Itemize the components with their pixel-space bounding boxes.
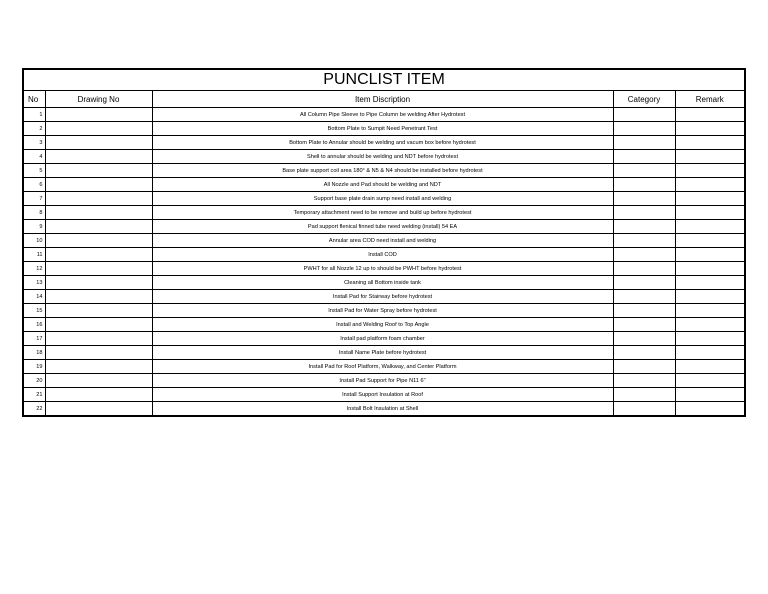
- punchlist-sheet: [22, 68, 744, 417]
- remark-cell[interactable]: [675, 164, 745, 178]
- drawing-no-cell[interactable]: [45, 402, 152, 417]
- item-description-cell: Install Pad for Roof Platform, Walkway, and Center Platform: [152, 360, 613, 374]
- col-header-no: No: [23, 91, 45, 108]
- remark-cell[interactable]: [675, 290, 745, 304]
- item-description-cell: Temporary attachment need to be remove and build up before hydrotest: [152, 206, 613, 220]
- item-description-cell: Base plate support coil area 180° & N5 & N4 should be installed before hydrotest: [152, 164, 613, 178]
- item-description-cell: Install Pad for Stairway before hydrotest: [152, 290, 613, 304]
- drawing-no-cell[interactable]: [45, 136, 152, 150]
- row-number-cell: 6: [23, 178, 45, 192]
- table-row: [23, 276, 745, 290]
- sheet-title: PUNCLIST ITEM: [23, 69, 745, 91]
- row-number-cell: 4: [23, 150, 45, 164]
- table-row: [23, 220, 745, 234]
- category-cell[interactable]: [613, 346, 675, 360]
- item-description-cell: Install COD: [152, 248, 613, 262]
- remark-cell[interactable]: [675, 346, 745, 360]
- category-cell[interactable]: [613, 220, 675, 234]
- row-number-cell: 7: [23, 192, 45, 206]
- punchlist-rows: [23, 108, 745, 417]
- item-description-cell: Cleaning all Bottom inside tank: [152, 276, 613, 290]
- row-number-cell: 3: [23, 136, 45, 150]
- remark-cell[interactable]: [675, 304, 745, 318]
- drawing-no-cell[interactable]: [45, 290, 152, 304]
- drawing-no-cell[interactable]: [45, 248, 152, 262]
- row-number-cell: 21: [23, 388, 45, 402]
- table-row: [23, 234, 745, 248]
- table-row: [23, 178, 745, 192]
- item-description-cell: Install Pad for Water Spray before hydrotest: [152, 304, 613, 318]
- drawing-no-cell[interactable]: [45, 304, 152, 318]
- punchlist-table: [22, 68, 746, 417]
- remark-cell[interactable]: [675, 220, 745, 234]
- item-description-cell: All Nozzle and Pad should be welding and NDT: [152, 178, 613, 192]
- item-description-cell: Install Name Plate before hydrotest: [152, 346, 613, 360]
- drawing-no-cell[interactable]: [45, 388, 152, 402]
- drawing-no-cell[interactable]: [45, 178, 152, 192]
- col-header-drawing-no: Drawing No: [45, 91, 152, 108]
- item-description-cell: Install pad platform foam chamber: [152, 332, 613, 346]
- category-cell[interactable]: [613, 332, 675, 346]
- category-cell[interactable]: [613, 318, 675, 332]
- drawing-no-cell[interactable]: [45, 332, 152, 346]
- row-number-cell: 1: [23, 108, 45, 122]
- drawing-no-cell[interactable]: [45, 262, 152, 276]
- table-row: [23, 332, 745, 346]
- category-cell[interactable]: [613, 150, 675, 164]
- table-row: [23, 304, 745, 318]
- table-row: [23, 164, 745, 178]
- row-number-cell: 10: [23, 234, 45, 248]
- table-row: [23, 402, 745, 417]
- row-number-cell: 19: [23, 360, 45, 374]
- item-description-cell: PWHT for all Nozzle 12 up to should be PWHT before hydrotest: [152, 262, 613, 276]
- table-row: [23, 248, 745, 262]
- table-row: [23, 346, 745, 360]
- item-description-cell: Support base plate drain sump need install and welding: [152, 192, 613, 206]
- col-header-item-description: Item Discription: [152, 91, 613, 108]
- item-description-cell: Bottom Plate to Annular should be welding and vacum box before hydrotest: [152, 136, 613, 150]
- category-cell[interactable]: [613, 108, 675, 122]
- table-row: [23, 262, 745, 276]
- row-number-cell: 15: [23, 304, 45, 318]
- row-number-cell: 16: [23, 318, 45, 332]
- remark-cell[interactable]: [675, 276, 745, 290]
- category-cell[interactable]: [613, 178, 675, 192]
- row-number-cell: 8: [23, 206, 45, 220]
- remark-cell[interactable]: [675, 206, 745, 220]
- column-header-row: [23, 91, 745, 108]
- category-cell[interactable]: [613, 248, 675, 262]
- item-description-cell: All Column Pipe Sleeve to Pipe Column be welding After Hydrotest: [152, 108, 613, 122]
- remark-cell[interactable]: [675, 150, 745, 164]
- table-row: [23, 136, 745, 150]
- category-cell[interactable]: [613, 234, 675, 248]
- drawing-no-cell[interactable]: [45, 150, 152, 164]
- drawing-no-cell[interactable]: [45, 220, 152, 234]
- item-description-cell: Install Support Insulation at Roof: [152, 388, 613, 402]
- remark-cell[interactable]: [675, 248, 745, 262]
- item-description-cell: Shell to annular should be welding and NDT before hydrotest: [152, 150, 613, 164]
- category-cell[interactable]: [613, 402, 675, 417]
- drawing-no-cell[interactable]: [45, 374, 152, 388]
- row-number-cell: 20: [23, 374, 45, 388]
- row-number-cell: 22: [23, 402, 45, 417]
- category-cell[interactable]: [613, 304, 675, 318]
- drawing-no-cell[interactable]: [45, 346, 152, 360]
- row-number-cell: 14: [23, 290, 45, 304]
- row-number-cell: 18: [23, 346, 45, 360]
- category-cell[interactable]: [613, 136, 675, 150]
- col-header-remark: Remark: [675, 91, 745, 108]
- drawing-no-cell[interactable]: [45, 360, 152, 374]
- remark-cell[interactable]: [675, 108, 745, 122]
- item-description-cell: Install Bolt Insulation at Shell: [152, 402, 613, 417]
- row-number-cell: 12: [23, 262, 45, 276]
- category-cell[interactable]: [613, 290, 675, 304]
- category-cell[interactable]: [613, 360, 675, 374]
- row-number-cell: 9: [23, 220, 45, 234]
- col-header-category: Category: [613, 91, 675, 108]
- row-number-cell: 17: [23, 332, 45, 346]
- table-row: [23, 108, 745, 122]
- drawing-no-cell[interactable]: [45, 122, 152, 136]
- row-number-cell: 11: [23, 248, 45, 262]
- table-row: [23, 318, 745, 332]
- item-description-cell: Install and Welding Roof to Top Angle: [152, 318, 613, 332]
- drawing-no-cell[interactable]: [45, 164, 152, 178]
- drawing-no-cell[interactable]: [45, 192, 152, 206]
- remark-cell[interactable]: [675, 402, 745, 417]
- table-row: [23, 388, 745, 402]
- category-cell[interactable]: [613, 388, 675, 402]
- table-row: [23, 360, 745, 374]
- remark-cell[interactable]: [675, 192, 745, 206]
- category-cell[interactable]: [613, 374, 675, 388]
- category-cell[interactable]: [613, 262, 675, 276]
- category-cell[interactable]: [613, 122, 675, 136]
- row-number-cell: 13: [23, 276, 45, 290]
- table-row: [23, 206, 745, 220]
- remark-cell[interactable]: [675, 374, 745, 388]
- item-description-cell: Pad support flenical finned tube need welding (install) 54 EA: [152, 220, 613, 234]
- remark-cell[interactable]: [675, 122, 745, 136]
- remark-cell[interactable]: [675, 178, 745, 192]
- table-row: [23, 150, 745, 164]
- remark-cell[interactable]: [675, 136, 745, 150]
- row-number-cell: 5: [23, 164, 45, 178]
- category-cell[interactable]: [613, 206, 675, 220]
- remark-cell[interactable]: [675, 234, 745, 248]
- remark-cell[interactable]: [675, 360, 745, 374]
- item-description-cell: Bottom Plate to Sumpit Need Penetrant Test: [152, 122, 613, 136]
- category-cell[interactable]: [613, 192, 675, 206]
- item-description-cell: Annular area COD need install and welding: [152, 234, 613, 248]
- drawing-no-cell[interactable]: [45, 108, 152, 122]
- remark-cell[interactable]: [675, 332, 745, 346]
- item-description-cell: Install Pad Support for Pipe N11 6": [152, 374, 613, 388]
- table-row: [23, 122, 745, 136]
- row-number-cell: 2: [23, 122, 45, 136]
- category-cell[interactable]: [613, 164, 675, 178]
- drawing-no-cell[interactable]: [45, 234, 152, 248]
- table-row: [23, 192, 745, 206]
- drawing-no-cell[interactable]: [45, 206, 152, 220]
- drawing-no-cell[interactable]: [45, 276, 152, 290]
- table-row: [23, 374, 745, 388]
- table-row: [23, 290, 745, 304]
- category-cell[interactable]: [613, 276, 675, 290]
- drawing-no-cell[interactable]: [45, 318, 152, 332]
- remark-cell[interactable]: [675, 318, 745, 332]
- remark-cell[interactable]: [675, 262, 745, 276]
- remark-cell[interactable]: [675, 388, 745, 402]
